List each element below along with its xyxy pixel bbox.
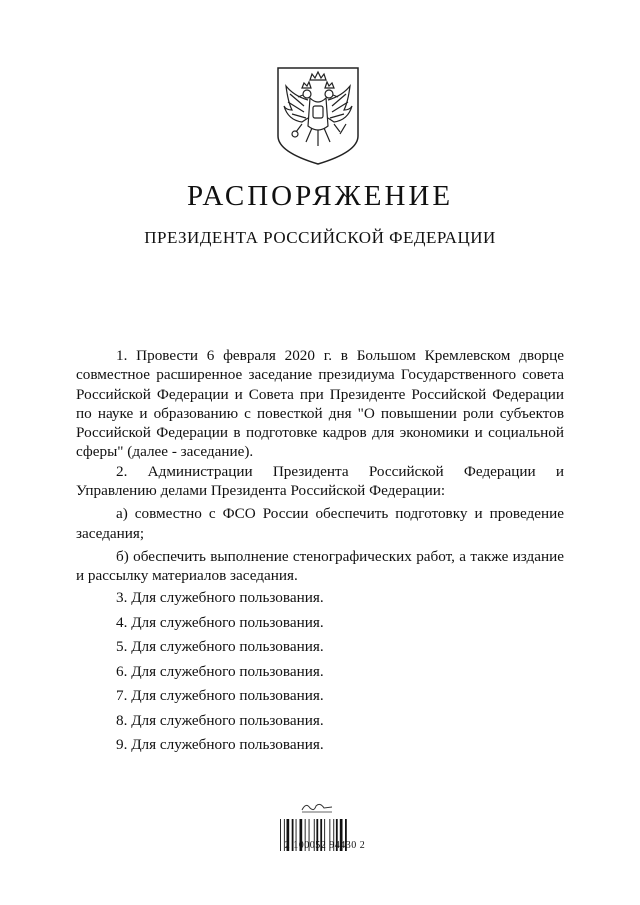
list-item: 6. Для служебного пользования. [116, 662, 324, 680]
barcode-number: 2 100052 94430 2 [284, 840, 366, 851]
list-item: 5. Для служебного пользования. [116, 638, 324, 655]
list-item: 7. Для служебного пользования. [116, 687, 324, 704]
list-item: 3. Для служебного пользования. [116, 589, 324, 606]
paragraph-1: 1. Провести 6 февраля 2020 г. в Большом Кремлевском дворце совместное расширенное заседание президиума Государственного совета Российской Федерации и Совета при Президенте Российской Федерации по науке и образованию с повесткой дня "О повышении роли субъектов Российской Федерации в подготовке кадров для экономики и социальной сферы" (далее - заседание). [76, 347, 564, 461]
paragraph-2: 2. Администрации Президента Российской Федерации и Управлению делами Президента Российской Федерации: [76, 462, 564, 500]
list-item: 4. Для служебного пользования. [116, 613, 324, 631]
list-item: 9. Для служебного пользования. [116, 736, 324, 753]
document-body [76, 346, 564, 586]
state-emblem-icon [276, 66, 360, 166]
restricted-items-list [116, 588, 324, 760]
paragraph-2b: б) обеспечить выполнение стенографических работ, а также издание и рассылку материалов заседания. [76, 547, 564, 585]
document-title: РАСПОРЯЖЕНИЕ [186, 180, 454, 212]
document-subtitle: ПРЕЗИДЕНТА РОССИЙСКОЙ ФЕДЕРАЦИИ [144, 228, 496, 247]
list-item: 8. Для служебного пользования. [116, 711, 324, 729]
paragraph-2a: а) совместно с ФСО России обеспечить подготовку и проведение заседания; [76, 505, 564, 542]
handwritten-mark-icon [300, 800, 334, 814]
